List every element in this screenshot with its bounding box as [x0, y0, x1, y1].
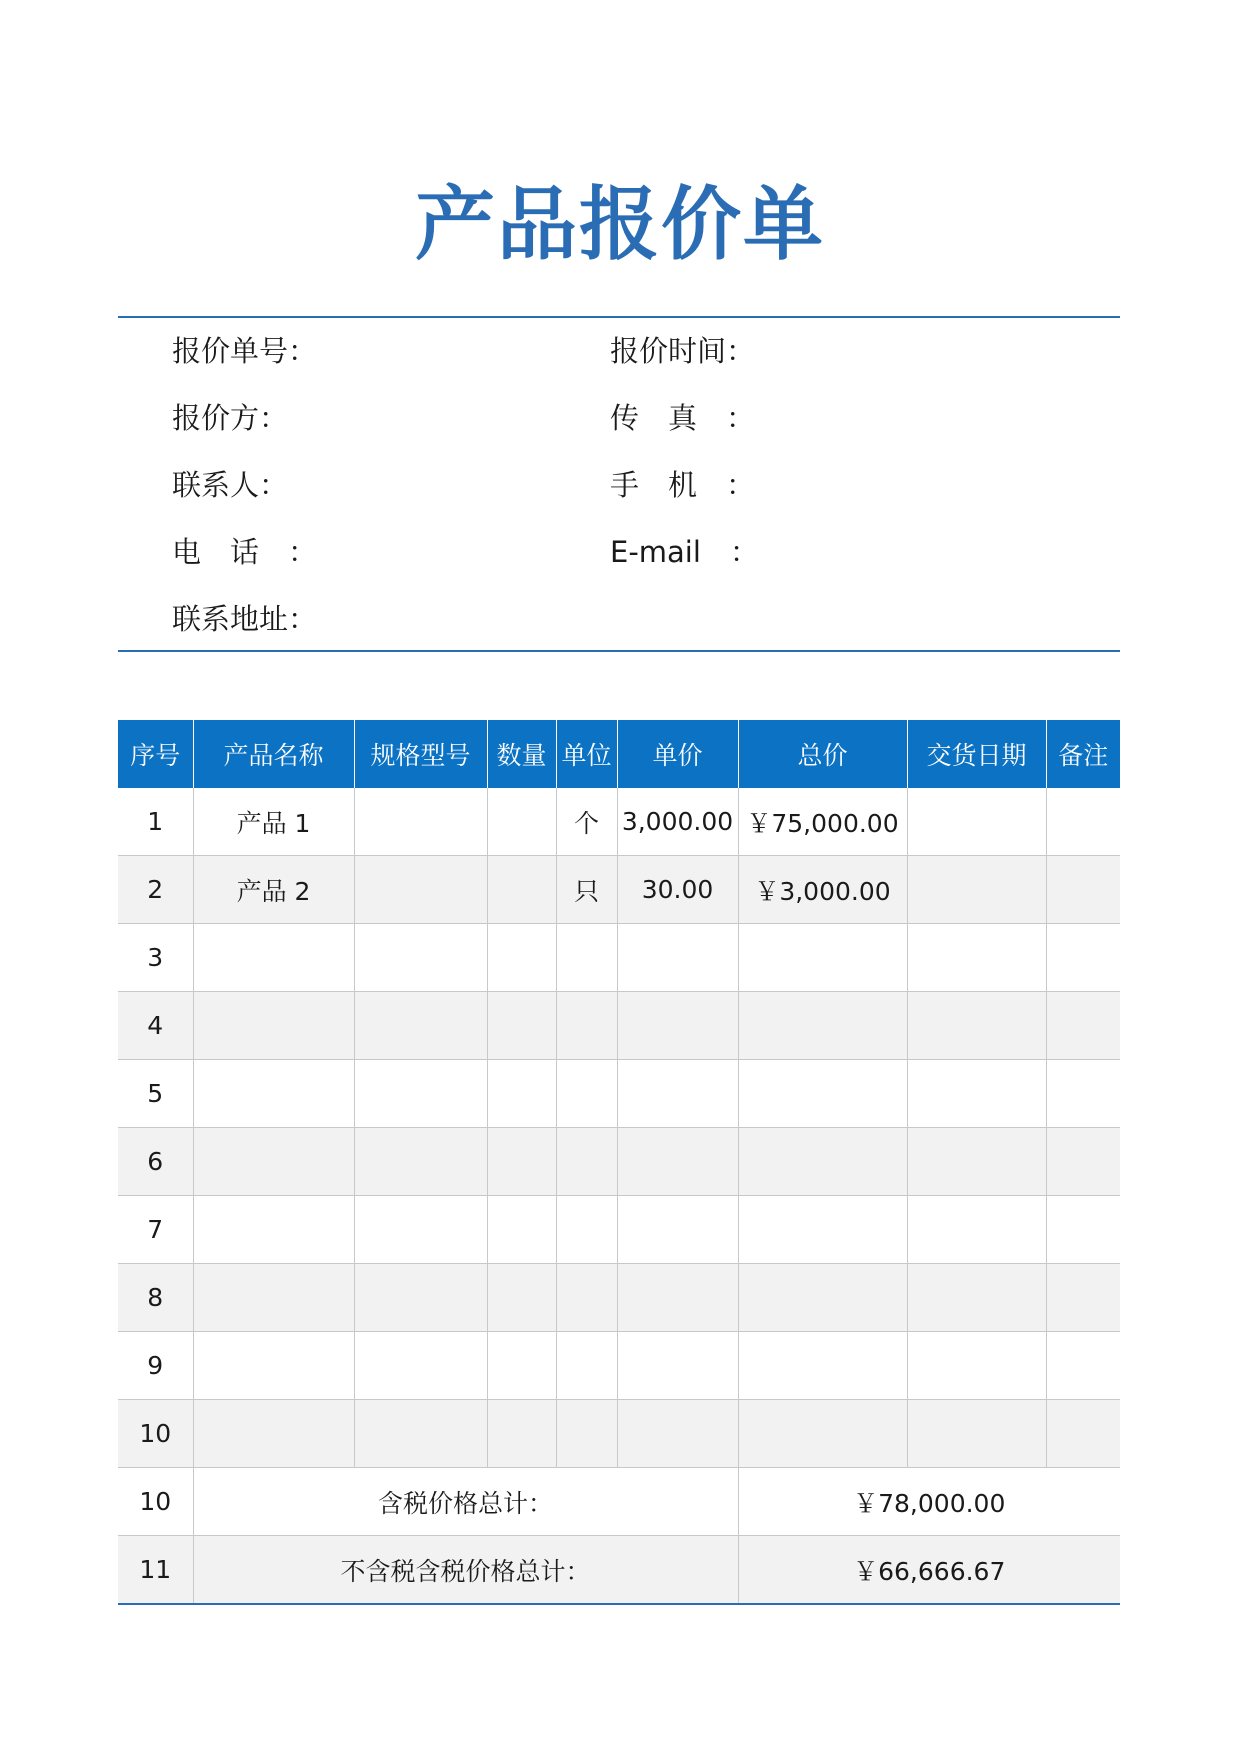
- cell-quantity: [487, 1332, 556, 1400]
- table-row: [118, 924, 1120, 992]
- cell-no: 1: [118, 788, 193, 856]
- cell-no: 5: [118, 1060, 193, 1128]
- cell-note: [1046, 1060, 1120, 1128]
- cell-quantity: [487, 1060, 556, 1128]
- cell-no: 6: [118, 1128, 193, 1196]
- cell-product-name: [193, 1128, 354, 1196]
- cell-spec: [354, 1332, 487, 1400]
- contact-label: 联系人：: [172, 468, 289, 502]
- cell-note: [1046, 788, 1120, 856]
- cell-note: [1046, 1264, 1120, 1332]
- cell-total-price: [738, 1400, 907, 1468]
- summary-value: ￥66,666.67: [738, 1536, 1120, 1605]
- table-row: [118, 1264, 1120, 1332]
- cell-total-price: ￥75,000.00: [738, 788, 907, 856]
- cell-total-price: [738, 1060, 907, 1128]
- cell-note: [1046, 1128, 1120, 1196]
- cell-spec: [354, 1264, 487, 1332]
- cell-spec: [354, 1400, 487, 1468]
- cell-product-name: 产品 1: [193, 788, 354, 856]
- cell-unit-price: [617, 1128, 738, 1196]
- summary-no: 11: [118, 1536, 193, 1605]
- cell-no: 8: [118, 1264, 193, 1332]
- cell-unit: [556, 1128, 617, 1196]
- mobile-label: 手 机 ：: [610, 468, 756, 502]
- table-row: [118, 1128, 1120, 1196]
- phone-label: 电 话 ：: [172, 535, 318, 569]
- cell-product-name: [193, 1400, 354, 1468]
- cell-unit: [556, 1196, 617, 1264]
- cell-unit: 个: [556, 788, 617, 856]
- cell-total-price: [738, 1196, 907, 1264]
- cell-note: [1046, 1196, 1120, 1264]
- cell-unit-price: 30.00: [617, 856, 738, 924]
- summary-label: 含税价格总计：: [193, 1468, 738, 1536]
- header-product-name: 产品名称: [193, 720, 354, 788]
- cell-quantity: [487, 1264, 556, 1332]
- header-delivery-date: 交货日期: [907, 720, 1046, 788]
- cell-total-price: [738, 1264, 907, 1332]
- cell-quantity: [487, 1128, 556, 1196]
- cell-delivery-date: [907, 1332, 1046, 1400]
- cell-product-name: [193, 924, 354, 992]
- cell-unit-price: [617, 1060, 738, 1128]
- header-quantity: 数量: [487, 720, 556, 788]
- header-note: 备注: [1046, 720, 1120, 788]
- cell-unit: [556, 1060, 617, 1128]
- cell-spec: [354, 1128, 487, 1196]
- cell-quantity: [487, 856, 556, 924]
- info-bottom-divider: [118, 650, 1120, 652]
- cell-unit: [556, 924, 617, 992]
- cell-unit-price: [617, 1332, 738, 1400]
- cell-note: [1046, 992, 1120, 1060]
- summary-value: ￥78,000.00: [738, 1468, 1120, 1536]
- cell-spec: [354, 1196, 487, 1264]
- cell-unit-price: [617, 1196, 738, 1264]
- cell-unit: 只: [556, 856, 617, 924]
- quote-table: [118, 720, 1120, 1605]
- quote-time-label: 报价时间：: [610, 334, 756, 368]
- cell-delivery-date: [907, 1060, 1046, 1128]
- cell-quantity: [487, 1400, 556, 1468]
- cell-no: 2: [118, 856, 193, 924]
- cell-spec: [354, 1060, 487, 1128]
- summary-label: 不含税含税价格总计：: [193, 1536, 738, 1605]
- cell-product-name: [193, 1196, 354, 1264]
- cell-product-name: [193, 1332, 354, 1400]
- table-row: [118, 1060, 1120, 1128]
- header-total-price: 总价: [738, 720, 907, 788]
- cell-spec: [354, 788, 487, 856]
- cell-note: [1046, 1332, 1120, 1400]
- cell-no: 10: [118, 1400, 193, 1468]
- table-row: [118, 1332, 1120, 1400]
- top-divider: [118, 316, 1120, 318]
- summary-no: 10: [118, 1468, 193, 1536]
- cell-quantity: [487, 1196, 556, 1264]
- header-unit-price: 单价: [617, 720, 738, 788]
- cell-unit-price: 3,000.00: [617, 788, 738, 856]
- cell-delivery-date: [907, 992, 1046, 1060]
- cell-unit-price: [617, 1400, 738, 1468]
- cell-delivery-date: [907, 1400, 1046, 1468]
- cell-delivery-date: [907, 1196, 1046, 1264]
- cell-total-price: [738, 924, 907, 992]
- cell-delivery-date: [907, 924, 1046, 992]
- table-row: [118, 1196, 1120, 1264]
- cell-no: 9: [118, 1332, 193, 1400]
- cell-delivery-date: [907, 1128, 1046, 1196]
- cell-no: 4: [118, 992, 193, 1060]
- cell-spec: [354, 856, 487, 924]
- cell-no: 7: [118, 1196, 193, 1264]
- cell-note: [1046, 856, 1120, 924]
- table-header-row: [118, 720, 1120, 788]
- cell-unit: [556, 992, 617, 1060]
- email-label: E-mail ：: [610, 535, 759, 569]
- quoter-label: 报价方：: [172, 401, 289, 435]
- table-row: [118, 788, 1120, 856]
- cell-quantity: [487, 924, 556, 992]
- cell-quantity: [487, 992, 556, 1060]
- table-row: [118, 1400, 1120, 1468]
- cell-spec: [354, 992, 487, 1060]
- cell-unit-price: [617, 1264, 738, 1332]
- table-row: [118, 992, 1120, 1060]
- cell-product-name: [193, 992, 354, 1060]
- page-title: 产品报价单: [415, 178, 825, 271]
- cell-delivery-date: [907, 856, 1046, 924]
- summary-row-tax-excluded: [118, 1536, 1120, 1605]
- cell-quantity: [487, 788, 556, 856]
- cell-note: [1046, 1400, 1120, 1468]
- summary-row-tax-included: [118, 1468, 1120, 1536]
- cell-spec: [354, 924, 487, 992]
- cell-unit: [556, 1400, 617, 1468]
- cell-total-price: [738, 992, 907, 1060]
- cell-total-price: [738, 1128, 907, 1196]
- cell-note: [1046, 924, 1120, 992]
- cell-no: 3: [118, 924, 193, 992]
- cell-product-name: 产品 2: [193, 856, 354, 924]
- cell-unit: [556, 1332, 617, 1400]
- cell-total-price: [738, 1332, 907, 1400]
- cell-unit-price: [617, 924, 738, 992]
- cell-product-name: [193, 1264, 354, 1332]
- cell-delivery-date: [907, 788, 1046, 856]
- cell-unit-price: [617, 992, 738, 1060]
- fax-label: 传 真 ：: [610, 401, 756, 435]
- quote-no-label: 报价单号：: [172, 334, 318, 368]
- header-spec: 规格型号: [354, 720, 487, 788]
- address-label: 联系地址：: [172, 602, 318, 636]
- cell-unit: [556, 1264, 617, 1332]
- header-no: 序号: [118, 720, 193, 788]
- table-row: [118, 856, 1120, 924]
- header-unit: 单位: [556, 720, 617, 788]
- cell-delivery-date: [907, 1264, 1046, 1332]
- cell-product-name: [193, 1060, 354, 1128]
- cell-total-price: ￥3,000.00: [738, 856, 907, 924]
